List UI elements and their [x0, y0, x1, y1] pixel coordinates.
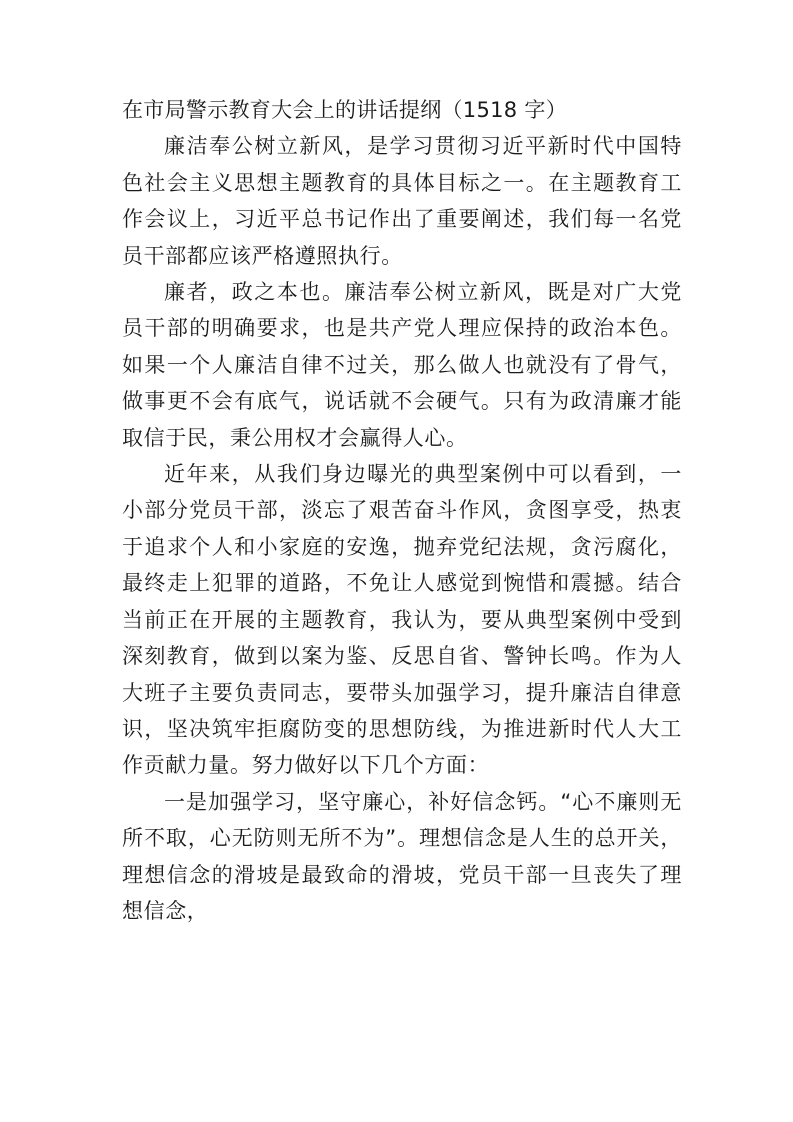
- paragraph-1: 廉洁奉公树立新风，是学习贯彻习近平新时代中国特色社会主义思想主题教育的具体目标之一。在主题教育工作会议上，习近平总书记作出了重要阐述，我们每一名党员干部都应该严格遵照执行。: [122, 134, 682, 268]
- paragraph-4: 一是加强学习，坚守廉心，补好信念钙。“心不廉则无所不取，心无防则无所不为”。理想信念是人生的总开关，理想信念的滑坡是最致命的滑坡，党员干部一旦丧失了理想信念，: [122, 789, 682, 923]
- document-title: 在市局警示教育大会上的讲话提纲（1518 字）: [122, 98, 568, 122]
- paragraph-2: 廉者，政之本也。廉洁奉公树立新风，既是对广大党员干部的明确要求，也是共产党人理应保持的政治本色。如果一个人廉洁自律不过关，那么做人也就没有了骨气，做事更不会有底气，说话就不会硬气。只有为政清廉才能取信于民，秉公用权才会赢得人心。: [122, 280, 682, 450]
- document-body: [122, 92, 682, 929]
- paragraph-3: 近年来，从我们身边曝光的典型案例中可以看到，一小部分党员干部，淡忘了艰苦奋斗作风，贪图享受，热衷于追求个人和小家庭的安逸，抛弃党纪法规，贪污腐化，最终走上犯罪的道路，不免让人感觉到惋惜和震撼。结合当前正在开展的主题教育，我认为，要从典型案例中受到深刻教育，做到以案为鉴、反思自省、警钟长鸣。作为人大班子主要负责同志，要带头加强学习，提升廉洁自律意识，坚决筑牢拒腐防变的思想防线，为推进新时代人大工作贡献力量。努力做好以下几个方面：: [122, 462, 682, 778]
